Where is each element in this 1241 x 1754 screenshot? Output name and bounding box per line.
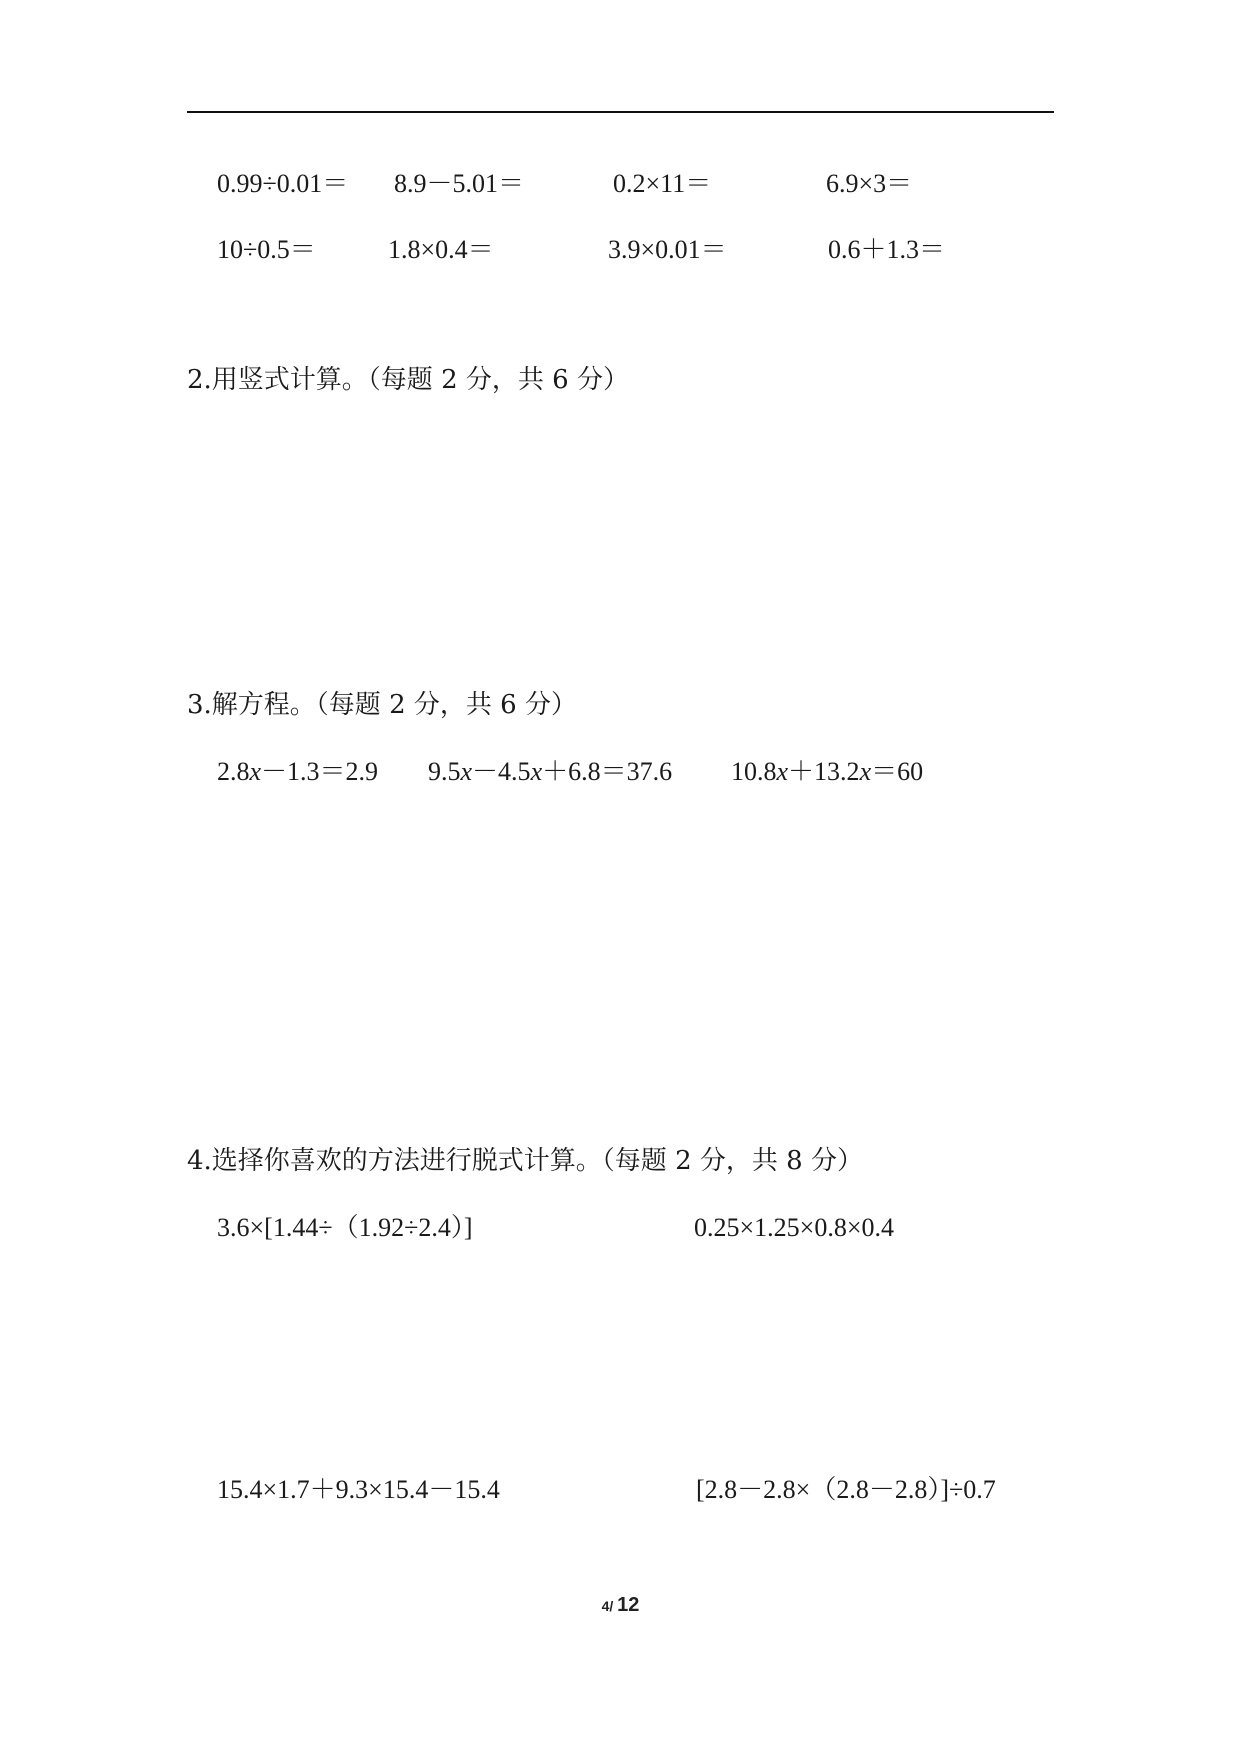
expression-item: 3.6×[1.44÷（1.92÷2.4）]: [217, 1213, 473, 1242]
oral-calc-item: 1.8×0.4＝: [388, 235, 494, 264]
oral-calc-item: 3.9×0.01＝: [608, 235, 727, 264]
expression-item: [2.8－2.8×（2.8－2.8）]÷0.7: [696, 1475, 996, 1504]
question-3-heading: 3.解方程。（每题 2 分，共 6 分）: [187, 690, 577, 720]
page-separator: /: [609, 1598, 618, 1614]
page-current: 4: [601, 1598, 610, 1614]
expression-item: 15.4×1.7＋9.3×15.4－15.4: [217, 1475, 500, 1504]
equation-2: 9.5x－4.5x＋6.8＝37.6: [428, 757, 673, 786]
oral-calc-item: 0.99÷0.01＝: [217, 169, 349, 198]
oral-calc-item: 0.6＋1.3＝: [828, 235, 946, 264]
oral-calc-item: 10÷0.5＝: [217, 235, 316, 264]
question-4-heading: 4.选择你喜欢的方法进行脱式计算。（每题 2 分，共 8 分）: [187, 1146, 863, 1176]
header-rule: [187, 111, 1054, 113]
page-total: 12: [617, 1594, 640, 1616]
question-2-heading: 2.用竖式计算。（每题 2 分，共 6 分）: [187, 365, 629, 395]
oral-calc-item: 8.9－5.01＝: [394, 169, 525, 198]
page-number: [0, 1594, 1241, 1617]
oral-calc-item: 6.9×3＝: [826, 169, 913, 198]
expression-item: 0.25×1.25×0.8×0.4: [694, 1213, 894, 1242]
equation-1: 2.8x－1.3＝2.9: [217, 757, 379, 786]
oral-calc-item: 0.2×11＝: [613, 169, 712, 198]
equation-3: 10.8x＋13.2x＝60: [731, 757, 924, 786]
